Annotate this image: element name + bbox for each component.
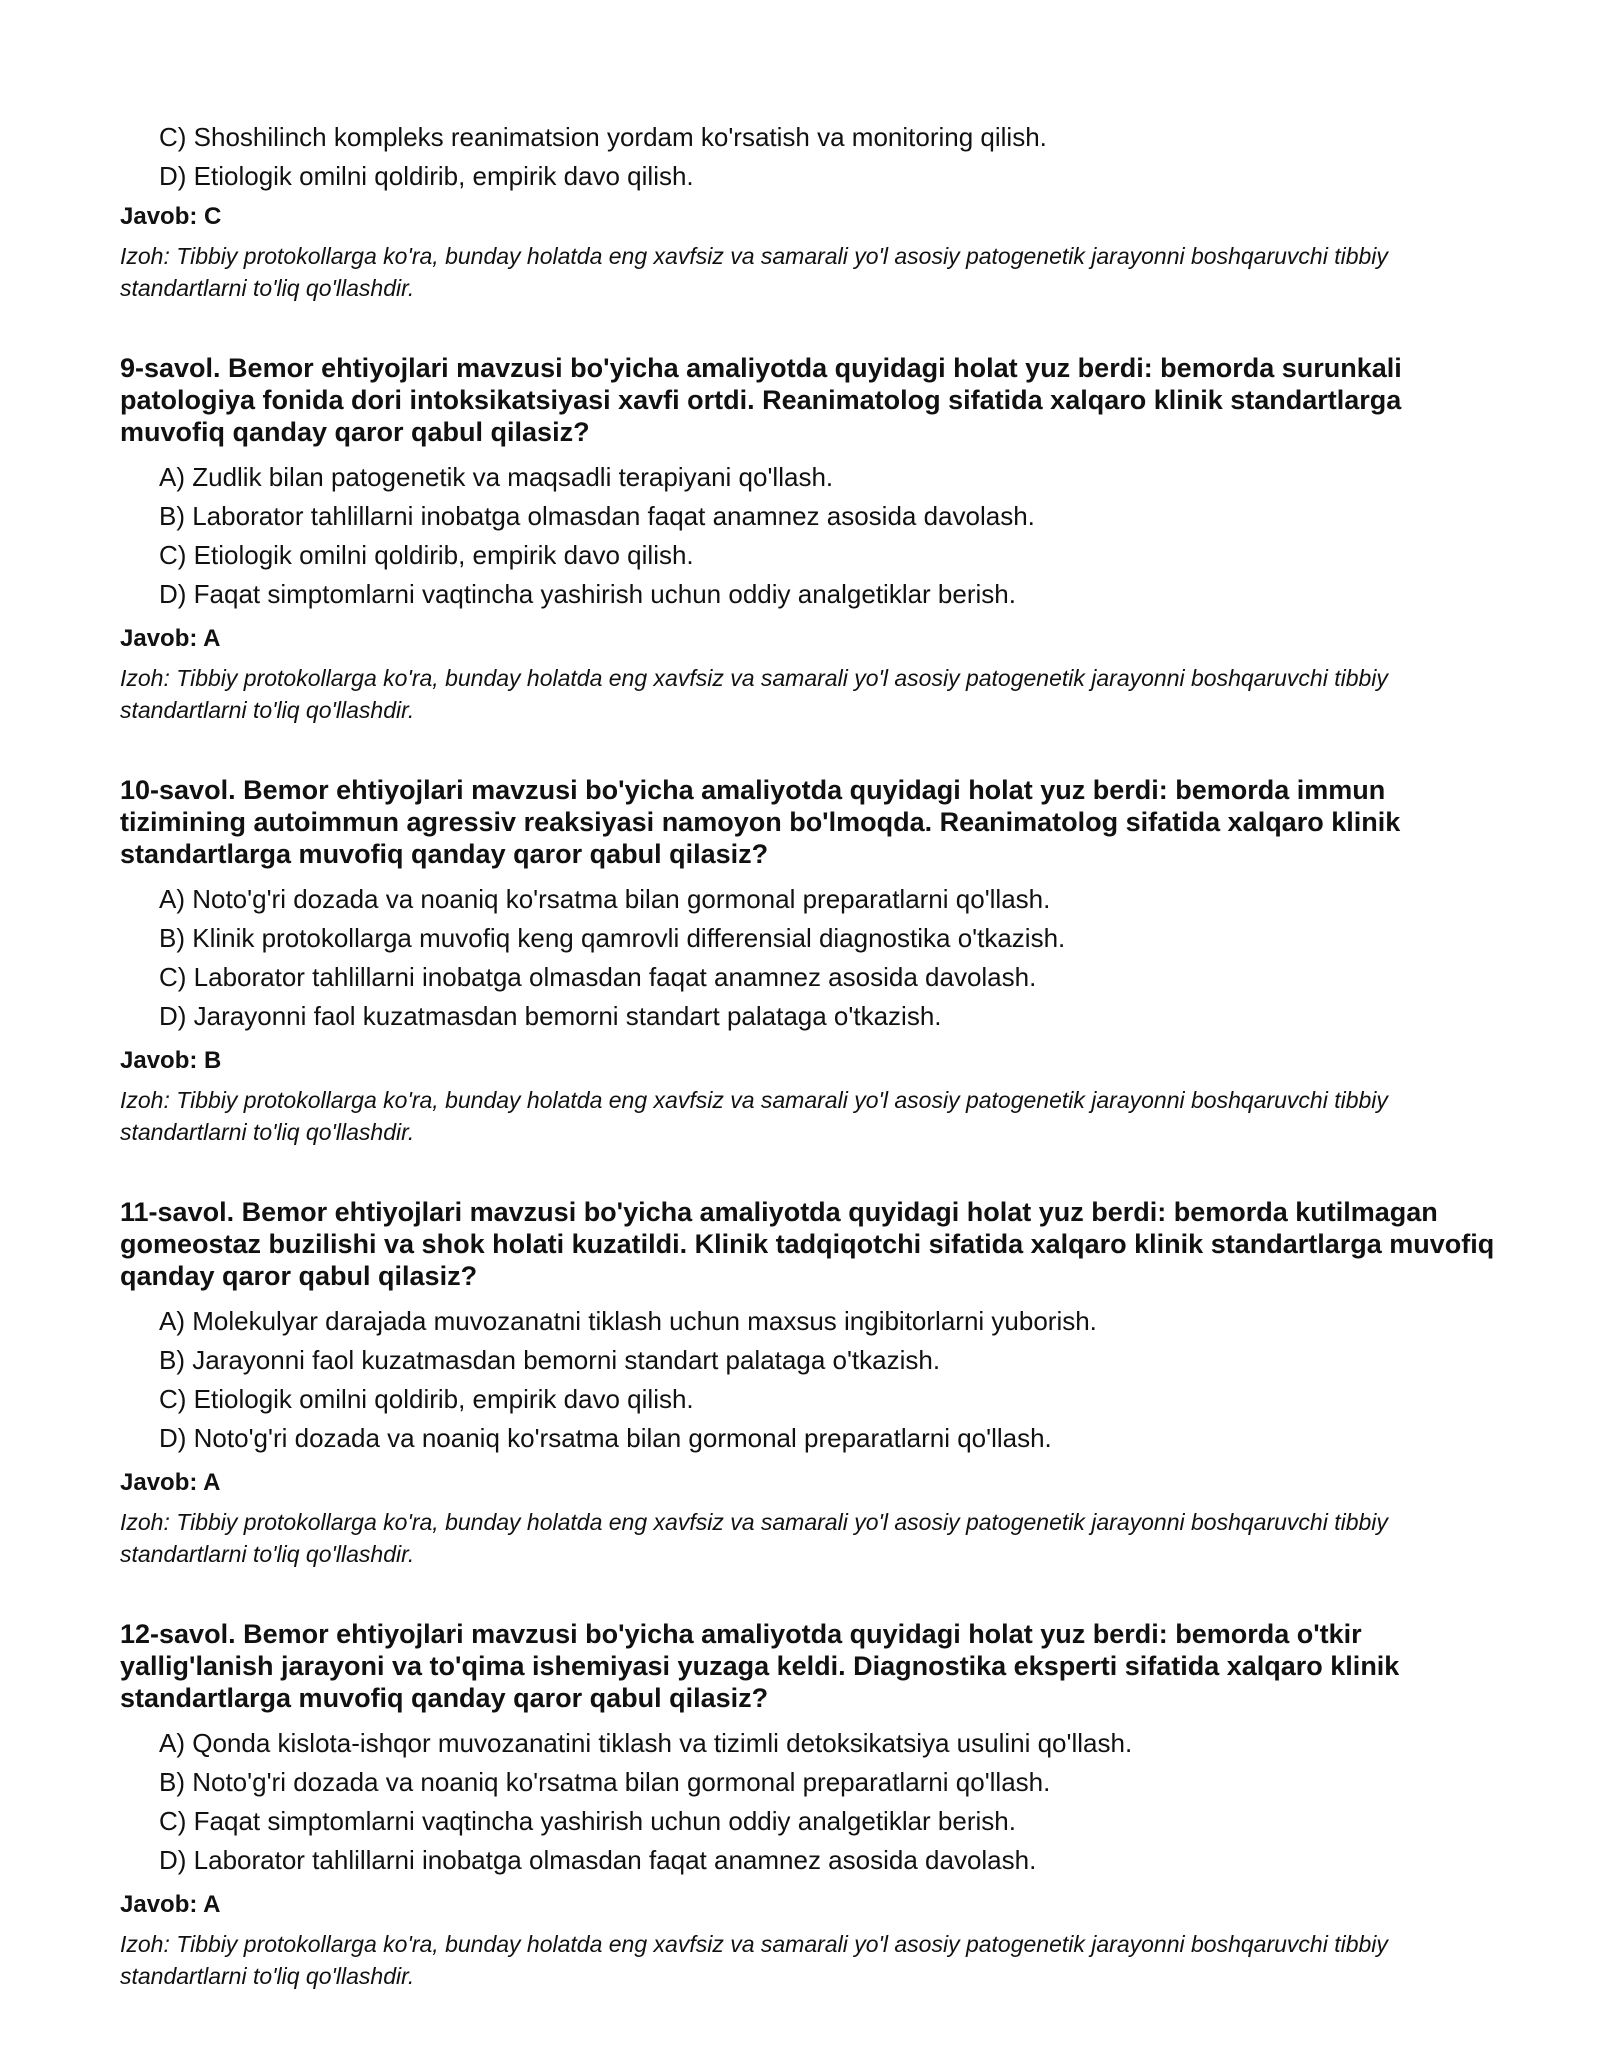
- explanation-note: Izoh: Tibbiy protokollarga ko'ra, bunday holatda eng xavfsiz va samarali yo'l asosiy patogenetik jarayonni boshqaruvchi tibbiy standartlarni to'liq qo'llashdir.: [120, 1509, 1388, 1567]
- option-b: B) Klinik protokollarga muvofiq keng qamrovli differensial diagnostika o'tkazish.: [159, 923, 1066, 953]
- option-a: A) Qonda kislota-ishqor muvozanatini tiklash va tizimli detoksikatsiya usulini qo'llash.: [159, 1728, 1133, 1758]
- answer-label: Javob: A: [120, 1469, 221, 1496]
- option-b: B) Noto'g'ri dozada va noaniq ko'rsatma bilan gormonal preparatlarni qo'llash.: [159, 1767, 1051, 1797]
- question-block-8-tail: [120, 118, 1500, 304]
- option-a: A) Molekulyar darajada muvozanatni tiklash uchun maxsus ingibitorlarni yuborish.: [159, 1306, 1097, 1336]
- question-text: 11-savol. Bemor ehtiyojlari mavzusi bo'yicha amaliyotda quyidagi holat yuz berdi: bemorda kutilmagan gomeostaz buzilishi va shok holati kuzatildi. Klinik tadqiqotchi sifatida xalqaro klinik standartlarga muvofiq qanday qaror qabul qilasiz?: [120, 1197, 1495, 1291]
- option-d: D) Laborator tahlillarni inobatga olmasdan faqat anamnez asosida davolash.: [159, 1845, 1037, 1875]
- question-text: 9-savol. Bemor ehtiyojlari mavzusi bo'yicha amaliyotda quyidagi holat yuz berdi: bemorda surunkali patologiya fonida dori intoksikatsiyasi xavfi ortdi. Reanimatolog sifatida xalqaro klinik standartlarga muvofiq qanday qaror qabul qilasiz?: [120, 353, 1402, 447]
- explanation-note: Izoh: Tibbiy protokollarga ko'ra, bunday holatda eng xavfsiz va samarali yo'l asosiy patogenetik jarayonni boshqaruvchi tibbiy standartlarni to'liq qo'llashdir.: [120, 1087, 1388, 1145]
- answer-label: Javob: A: [120, 625, 221, 652]
- option-a: A) Noto'g'ri dozada va noaniq ko'rsatma bilan gormonal preparatlarni qo'llash.: [159, 884, 1051, 914]
- question-block-11: [120, 1196, 1500, 1570]
- question-text: 12-savol. Bemor ehtiyojlari mavzusi bo'yicha amaliyotda quyidagi holat yuz berdi: bemorda o'tkir yallig'lanish jarayoni va to'qima ishemiyasi yuzaga keldi. Diagnostika eksperti sifatida xalqaro klinik standartlarga muvofiq qanday qaror qabul qilasiz?: [120, 1619, 1400, 1713]
- answer-label: Javob: A: [120, 1891, 221, 1918]
- option-b: B) Laborator tahlillarni inobatga olmasdan faqat anamnez asosida davolash.: [159, 501, 1035, 531]
- explanation-note: Izoh: Tibbiy protokollarga ko'ra, bunday holatda eng xavfsiz va samarali yo'l asosiy patogenetik jarayonni boshqaruvchi tibbiy standartlarni to'liq qo'llashdir.: [120, 1931, 1388, 1989]
- option-c: C) Etiologik omilni qoldirib, empirik davo qilish.: [159, 540, 694, 570]
- explanation-note: Izoh: Tibbiy protokollarga ko'ra, bunday holatda eng xavfsiz va samarali yo'l asosiy patogenetik jarayonni boshqaruvchi tibbiy standartlarni to'liq qo'llashdir.: [120, 665, 1388, 723]
- option-b: B) Jarayonni faol kuzatmasdan bemorni standart palataga o'tkazish.: [159, 1345, 941, 1375]
- question-block-12: [120, 1618, 1500, 1992]
- question-block-10: [120, 774, 1500, 1148]
- answer-label: Javob: B: [120, 1047, 222, 1074]
- option-a: A) Zudlik bilan patogenetik va maqsadli terapiyani qo'llash.: [159, 462, 834, 492]
- option-c: C) Shoshilinch kompleks reanimatsion yordam ko'rsatish va monitoring qilish.: [159, 122, 1047, 152]
- explanation-note: Izoh: Tibbiy protokollarga ko'ra, bunday holatda eng xavfsiz va samarali yo'l asosiy patogenetik jarayonni boshqaruvchi tibbiy standartlarni to'liq qo'llashdir.: [120, 243, 1388, 301]
- option-c: C) Faqat simptomlarni vaqtincha yashirish uchun oddiy analgetiklar berish.: [159, 1806, 1016, 1836]
- question-text: 10-savol. Bemor ehtiyojlari mavzusi bo'yicha amaliyotda quyidagi holat yuz berdi: bemorda immun tizimining autoimmun agressiv reaksiyasi namoyon bo'lmoqda. Reanimatolog sifatida xalqaro klinik standartlarga muvofiq qanday qaror qabul qilasiz?: [120, 775, 1401, 869]
- option-d: D) Jarayonni faol kuzatmasdan bemorni standart palataga o'tkazish.: [159, 1001, 942, 1031]
- option-c: C) Etiologik omilni qoldirib, empirik davo qilish.: [159, 1384, 694, 1414]
- option-c: C) Laborator tahlillarni inobatga olmasdan faqat anamnez asosida davolash.: [159, 962, 1037, 992]
- option-d: D) Noto'g'ri dozada va noaniq ko'rsatma bilan gormonal preparatlarni qo'llash.: [159, 1423, 1052, 1453]
- document-page: [120, 118, 1500, 2040]
- answer-label: Javob: C: [120, 203, 222, 230]
- question-block-9: [120, 352, 1500, 726]
- option-d: D) Etiologik omilni qoldirib, empirik davo qilish.: [159, 161, 694, 191]
- option-d: D) Faqat simptomlarni vaqtincha yashirish uchun oddiy analgetiklar berish.: [159, 579, 1016, 609]
